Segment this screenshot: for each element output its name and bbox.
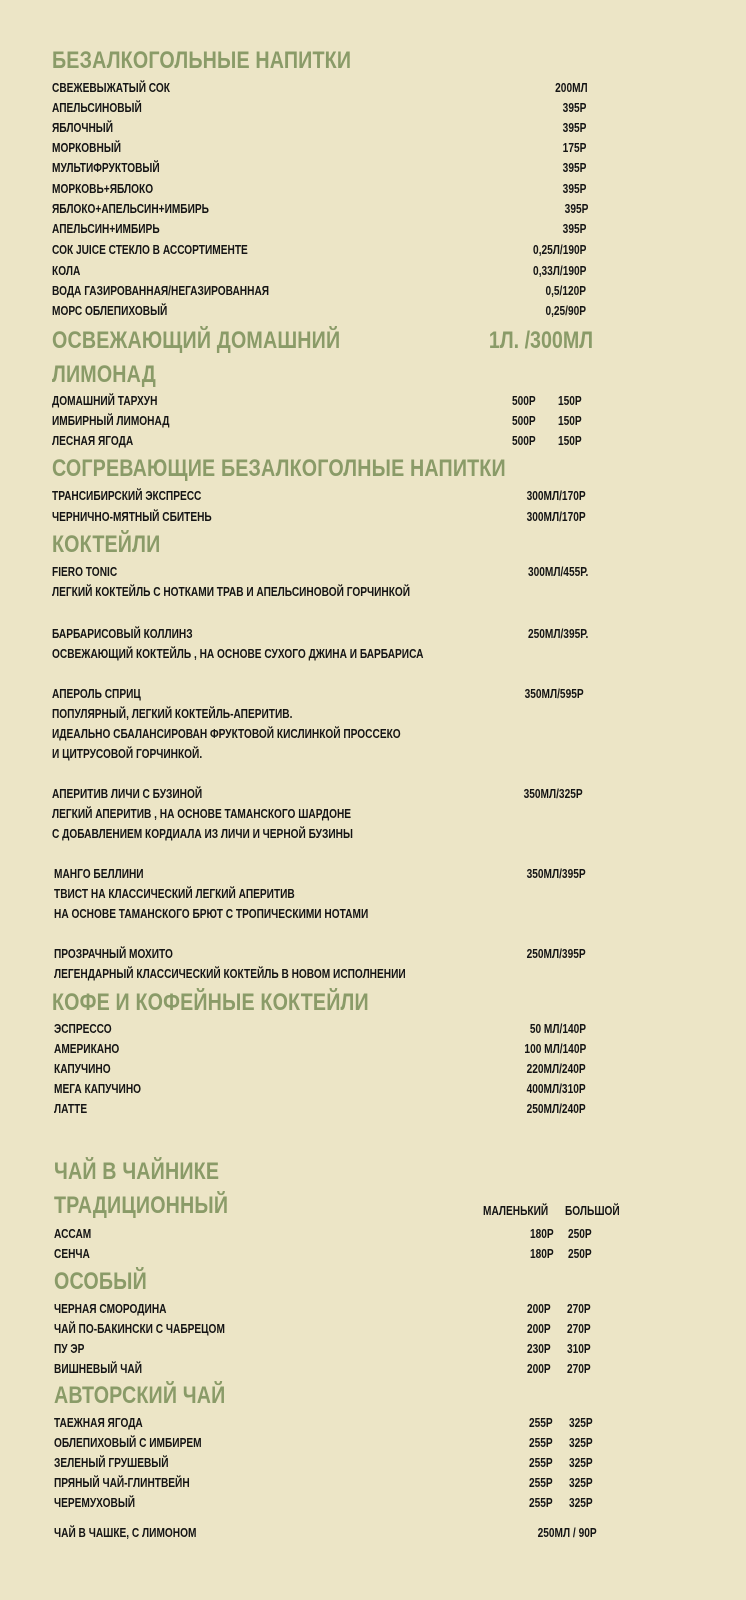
cocktail-price: 350МЛ/595Р <box>525 686 584 701</box>
section-title-soft-drinks: БЕЗАЛКОГОЛЬНЫЕ НАПИТКИ <box>52 47 352 74</box>
menu-item-name: ЗЕЛЕНЫЙ ГРУШЕВЫЙ <box>54 1455 169 1470</box>
menu-item-name: МУЛЬТИФРУКТОВЫЙ <box>52 160 160 175</box>
menu-item-price: 395Р <box>564 201 588 216</box>
cocktail-price: 300МЛ/455Р. <box>527 564 588 579</box>
menu-item-name: ЭСПРЕССО <box>54 1021 112 1036</box>
menu-item-name: АПЕЛЬСИНОВЫЙ <box>52 100 142 115</box>
menu-item-price: 300МЛ/170Р <box>527 509 586 524</box>
menu-item-name: ЧАЙ ПО-БАКИНСКИ С ЧАБРЕЦОМ <box>54 1321 225 1336</box>
menu-item-price: 50 МЛ/140Р <box>529 1021 586 1036</box>
menu-item-price: 395Р <box>562 100 586 115</box>
price-big: 325Р <box>569 1495 593 1510</box>
subsection-title-special: ОСОБЫЙ <box>54 1268 147 1295</box>
price-small: 255Р <box>529 1435 553 1450</box>
cocktail-name: АПЕРОЛЬ СПРИЦ <box>52 686 141 701</box>
menu-item-price: 300МЛ/170Р <box>527 488 586 503</box>
menu-item-name: СОК JUICE СТЕКЛО В АССОРТИМЕНТЕ <box>52 242 248 257</box>
menu-item-name: ЛАТТЕ <box>54 1101 88 1116</box>
price-big: 270Р <box>567 1361 591 1376</box>
cocktail-name: БАРБАРИСОВЫЙ КОЛЛИНЗ <box>52 626 193 641</box>
menu-item-name: ПРЯНЫЙ ЧАЙ-ГЛИНТВЕЙН <box>54 1475 190 1490</box>
menu-item-price: 395Р <box>562 160 586 175</box>
section-title-tea: ЧАЙ В ЧАЙНИКЕ <box>54 1158 220 1185</box>
price-big: 270Р <box>567 1321 591 1336</box>
cocktail-description: ПОПУЛЯРНЫЙ, ЛЕГКИЙ КОКТЕЙЛЬ-АПЕРИТИВ. <box>52 706 293 721</box>
menu-item-name: КАПУЧИНО <box>54 1061 111 1076</box>
menu-item-price-small: 150Р <box>558 413 582 428</box>
menu-item-price-small: 150Р <box>558 433 582 448</box>
section-title-lemonade-line2: ЛИМОНАД <box>52 361 156 388</box>
menu-item-name: ОБЛЕПИХОВЫЙ С ИМБИРЕМ <box>54 1435 202 1450</box>
menu-item-price: 395Р <box>562 120 586 135</box>
cocktail-description: ОСВЕЖАЮЩИЙ КОКТЕЙЛЬ , НА ОСНОВЕ СУХОГО ДЖИНА И БАРБАРИСА <box>52 646 424 661</box>
menu-item-name: ЧЕРНАЯ СМОРОДИНА <box>54 1301 167 1316</box>
menu-item-price: 395Р <box>562 221 586 236</box>
menu-item-name: МОРКОВНЫЙ <box>52 140 122 155</box>
cocktail-price: 350МЛ/395Р <box>527 866 586 881</box>
menu-item-price: 400МЛ/310Р <box>527 1081 586 1096</box>
price-big: 325Р <box>569 1415 593 1430</box>
menu-item-price-large: 500Р <box>512 433 536 448</box>
section-title-coffee: КОФЕ И КОФЕЙНЫЕ КОКТЕЙЛИ <box>52 989 369 1016</box>
menu-item-name: ПУ ЭР <box>54 1341 85 1356</box>
menu-item-price: 220МЛ/240Р <box>527 1061 586 1076</box>
cocktail-description: ЛЕГКИЙ АПЕРИТИВ , НА ОСНОВЕ ТАМАНСКОГО ШАРДОНЕ <box>52 806 352 821</box>
price-small: 180Р <box>530 1246 554 1261</box>
price-big: 325Р <box>569 1435 593 1450</box>
price-small: 230Р <box>527 1341 551 1356</box>
cocktail-name: FIERO TONIC <box>52 564 118 579</box>
menu-item-name: ВОДА ГАЗИРОВАННАЯ/НЕГАЗИРОВАННАЯ <box>52 283 270 298</box>
menu-item-name: ТАЕЖНАЯ ЯГОДА <box>54 1415 143 1430</box>
cocktail-description: НА ОСНОВЕ ТАМАНСКОГО БРЮТ С ТРОПИЧЕСКИМИ НОТАМИ <box>54 906 369 921</box>
menu-item-price: 0,25Л/190Р <box>532 242 586 257</box>
cocktail-name: АПЕРИТИВ ЛИЧИ С БУЗИНОЙ <box>52 786 203 801</box>
menu-item-name: СВЕЖЕВЫЖАТЫЙ СОК <box>52 80 170 95</box>
price-small: 200Р <box>527 1361 551 1376</box>
menu-item-name: ЯБЛОКО+АПЕЛЬСИН+ИМБИРЬ <box>52 201 209 216</box>
menu-item-name: АПЕЛЬСИН+ИМБИРЬ <box>52 221 160 236</box>
price-big: 325Р <box>569 1455 593 1470</box>
price-small: 200Р <box>527 1301 551 1316</box>
price-small: 255Р <box>529 1475 553 1490</box>
menu-item-price: 0,5/120Р <box>545 283 586 298</box>
cocktail-description: ТВИСТ НА КЛАССИЧЕСКИЙ ЛЕГКИЙ АПЕРИТИВ <box>54 886 295 901</box>
menu-item-price: 395Р <box>562 181 586 196</box>
menu-item-name: МОРКОВЬ+ЯБЛОКО <box>52 181 154 196</box>
menu-item-price-small: 150Р <box>558 393 582 408</box>
menu-item-price-large: 500Р <box>512 413 536 428</box>
subsection-title-author-tea: АВТОРСКИЙ ЧАЙ <box>54 1382 226 1409</box>
menu-item-name: ЯБЛОЧНЫЙ <box>52 120 113 135</box>
column-header-small: МАЛЕНЬКИЙ <box>483 1203 549 1218</box>
cocktail-name: МАНГО БЕЛЛИНИ <box>54 866 144 881</box>
menu-item-name: ЧЕРНИЧНО-МЯТНЫЙ СБИТЕНЬ <box>52 509 212 524</box>
menu-item-name: МЕГА КАПУЧИНО <box>54 1081 142 1096</box>
cocktail-price: 250МЛ/395Р. <box>527 626 588 641</box>
cocktail-description: С ДОБАВЛЕНИЕМ КОРДИАЛА ИЗ ЛИЧИ И ЧЕРНОЙ БУЗИНЫ <box>52 826 353 841</box>
section-title-lemonade: ОСВЕЖАЮЩИЙ ДОМАШНИЙ <box>52 327 341 354</box>
price-big: 250Р <box>568 1226 592 1241</box>
price-small: 180Р <box>530 1226 554 1241</box>
menu-item-name: АССАМ <box>54 1226 92 1241</box>
cocktail-price: 250МЛ/395Р <box>527 946 586 961</box>
menu-item-price: 0,33Л/190Р <box>532 263 586 278</box>
cocktail-description: И ЦИТРУСОВОЙ ГОРЧИНКОЙ. <box>52 746 203 761</box>
price-big: 325Р <box>569 1475 593 1490</box>
cocktail-description: ИДЕАЛЬНО СБАЛАНСИРОВАН ФРУКТОВОЙ КИСЛИНКОЙ ПРОССЕКО <box>52 726 401 741</box>
menu-item-name: СЕНЧА <box>54 1246 90 1261</box>
menu-item-name: МОРС ОБЛЕПИХОВЫЙ <box>52 303 168 318</box>
menu-item-price: 250МЛ/240Р <box>527 1101 586 1116</box>
price-small: 200Р <box>527 1321 551 1336</box>
price-big: 310Р <box>567 1341 591 1356</box>
price-small: 255Р <box>529 1495 553 1510</box>
menu-item-name: ЧЕРЕМУХОВЫЙ <box>54 1495 136 1510</box>
menu-item-price-large: 500Р <box>512 393 536 408</box>
menu-item-price: 175Р <box>562 140 586 155</box>
cocktail-description: ЛЕГЕНДАРНЫЙ КЛАССИЧЕСКИЙ КОКТЕЙЛЬ В НОВОМ ИСПОЛНЕНИИ <box>54 966 406 981</box>
menu-item-price: 0,25/90Р <box>545 303 586 318</box>
cocktail-description: ЛЕГКИЙ КОКТЕЙЛЬ С НОТКАМИ ТРАВ И АПЕЛЬСИНОВОЙ ГОРЧИНКОЙ <box>52 584 411 599</box>
cocktail-price: 350МЛ/325Р <box>524 786 583 801</box>
menu-item-price: 200МЛ <box>555 80 588 95</box>
menu-item-name: КОЛА <box>52 263 81 278</box>
menu-item-name: ТРАНСИБИРСКИЙ ЭКСПРЕСС <box>52 488 202 503</box>
price-big: 250Р <box>568 1246 592 1261</box>
subsection-title-traditional: ТРАДИЦИОННЫЙ <box>54 1192 229 1219</box>
section-title-cocktails: КОКТЕЙЛИ <box>52 531 161 558</box>
price-small: 255Р <box>529 1455 553 1470</box>
menu-item-price: 100 МЛ/140Р <box>524 1041 586 1056</box>
section-title-warm-drinks: СОГРЕВАЮЩИЕ БЕЗАЛКОГОЛНЫЕ НАПИТКИ <box>52 455 506 482</box>
menu-item-price: 250МЛ / 90Р <box>538 1525 597 1540</box>
cocktail-name: ПРОЗРАЧНЫЙ МОХИТО <box>54 946 173 961</box>
menu-item-name: ВИШНЕВЫЙ ЧАЙ <box>54 1361 142 1376</box>
menu-item-name: ЛЕСНАЯ ЯГОДА <box>52 433 134 448</box>
menu-item-name: ДОМАШНИЙ ТАРХУН <box>52 393 158 408</box>
menu-item-name: АМЕРИКАНО <box>54 1041 120 1056</box>
column-header-big: БОЛЬШОЙ <box>565 1203 620 1218</box>
menu-item-name: ЧАЙ В ЧАШКЕ, С ЛИМОНОМ <box>54 1525 197 1540</box>
menu-item-name: ИМБИРНЫЙ ЛИМОНАД <box>52 413 170 428</box>
price-small: 255Р <box>529 1415 553 1430</box>
lemonade-volumes: 1Л. /300МЛ <box>488 327 593 354</box>
price-big: 270Р <box>567 1301 591 1316</box>
